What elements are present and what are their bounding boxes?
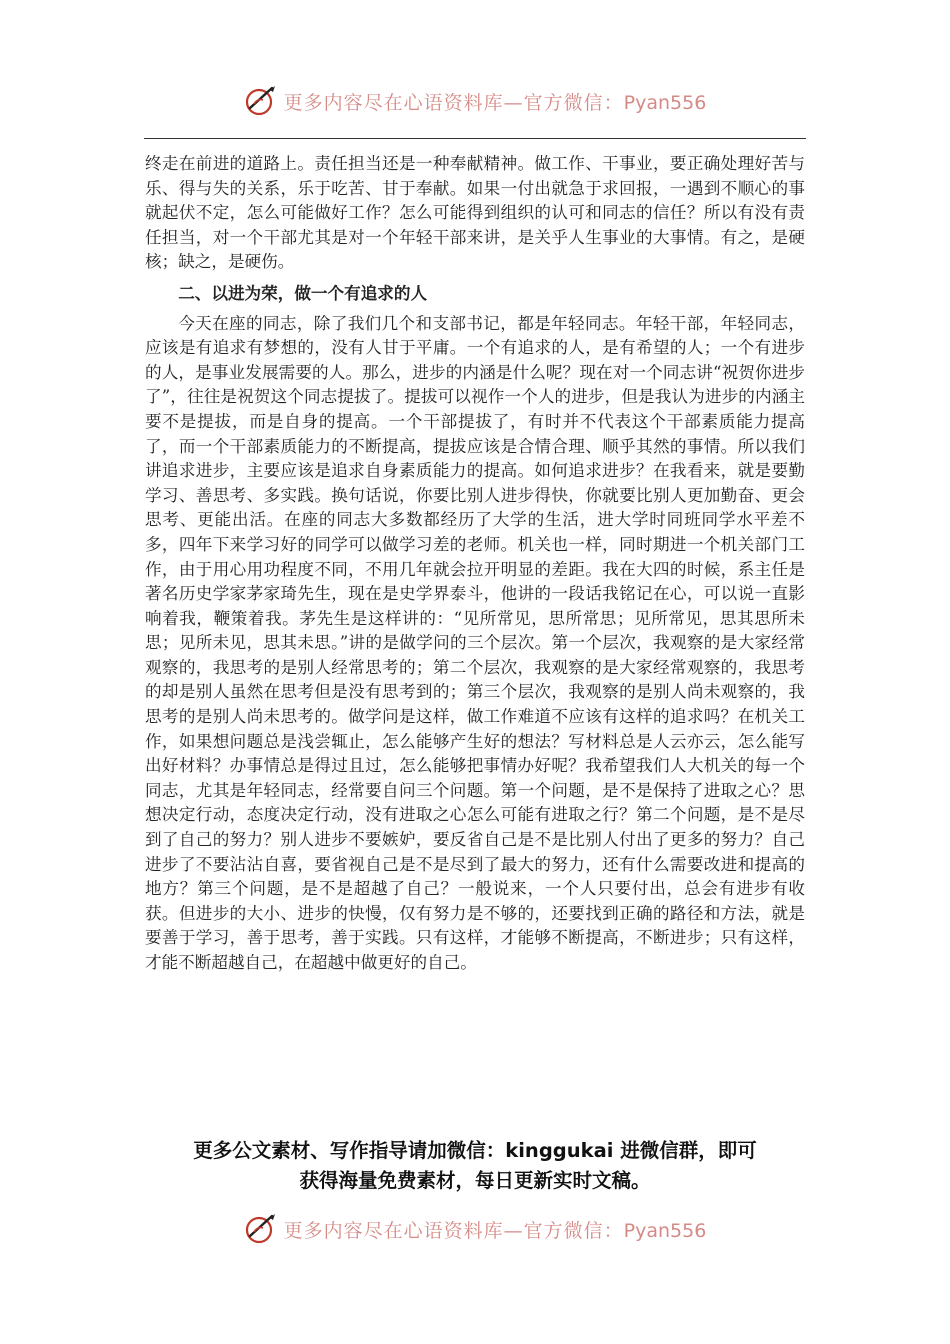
header-banner <box>0 84 950 118</box>
promo-line-1: 更多公文素材、写作指导请加微信：kinggukai 进微信群，即可 <box>193 1139 757 1162</box>
footer-banner-text: 更多内容尽在心语资料库—官方微信：Pyan556 <box>283 1219 707 1242</box>
paragraph-2: 今天在座的同志，除了我们几个和支部书记，都是年轻同志。年轻干部，年轻同志，应该是有追求有梦想的，没有人甘于平庸。一个有追求的人，是有希望的人；一个有进步的人，是事业发展需要的人。那么，进步的内涵是什么呢？现在对一个同志讲“祝贺你进步了”，往往是祝贺这个同志提拔了。提拔可以视作一个人的进步，但是我认为进步的内涵主要不是提拔，而是自身的提高。一个干部提拔了，有时并不代表这个干部素质能力提高了，而一个干部素质能力的不断提高，提拔应该是合情合理、顺乎其然的事情。所以我们讲追求进步，主要应该是追求自身素质能力的提高。如何追求进步？在我看来，就是要勤学习、善思考、多实践。换句话说，你要比别人进步得快，你就要比别人更加勤奋、更会思考、更能出活。在座的同志大多数都经历了大学的生活，进大学时同班同学水平差不多，四年下来学习好的同学可以做学习差的老师。机关也一样，同时期进一个机关部门工作，由于用心用功程度不同，不用几年就会拉开明显的差距。我在大四的时候，系主任是著名历史学家茅家琦先生，现在是史学界泰斗，他讲的一段话我铭记在心，可以说一直影响着我，鞭策着我。茅先生是这样讲的：“见所常见，思所常思；见所常见，思其思所未思；见所未见，思其未思。”讲的是做学问的三个层次。第一个层次，我观察的是大家经常观察的，我思考的是别人经常思考的；第二个层次，我观察的是大家经常观察的，我思考的却是别人虽然在思考但是没有思考到的；第三个层次，我观察的是别人尚未观察的，我思考的是别人尚未思考的。做学问是这样，做工作难道不应该有这样的追求吗？在机关工作，如果想问题总是浅尝辄止，怎么能够产生好的想法？写材料总是人云亦云，怎么能写出好材料？办事情总是得过且过，怎么能够把事情办好呢？我希望我们人大机关的每一个同志，尤其是年轻同志，经常要自问三个问题。第一个问题，是不是保持了进取之心？思想决定行动，态度决定行动，没有进取之心怎么可能有进取之行？第二个问题，是不是尽到了自己的努力？别人进步不要嫉妒，要反省自己是不是比别人付出了更多的努力？自己进步了不要沾沾自喜，要省视自己是不是尽到了最大的努力，还有什么需要改进和提高的地方？第三个问题，是不是超越了自己？一般说来，一个人只要付出，总会有进步有收获。但进步的大小、进步的快慢，仅有努力是不够的，还要找到正确的路径和方法，就是要善于学习，善于思考，善于实践。只有这样，才能够不断提高，不断进步；只有这样，才能不断超越自己，在超越中做更好的自己。 <box>145 313 805 972</box>
document-body <box>145 152 805 976</box>
header-rule <box>144 138 806 139</box>
footer-banner <box>0 1212 950 1246</box>
writing-hand-logo-icon <box>244 1212 278 1246</box>
footer-wechat-id: Pyan556 <box>623 1219 707 1242</box>
promo-line-2: 获得海量免费素材，每日更新实时文稿。 <box>299 1169 651 1192</box>
paragraph-1: 终走在前进的道路上。责任担当还是一种奉献精神。做工作、干事业，要正确处理好苦与乐、得与失的关系，乐于吃苦、甘于奉献。如果一付出就急于求回报，一遇到不顺心的事就起伏不定，怎么可能做好工作？怎么可能得到组织的认可和同志的信任？所以有没有责任担当，对一个干部尤其是对一个年轻干部来讲，是关乎人生事业的大事情。有之，是硬核；缺之，是硬伤。 <box>145 154 805 272</box>
header-wechat-id: Pyan556 <box>623 91 707 114</box>
section-heading-2: 二、以进为荣，做一个有追求的人 <box>178 282 428 303</box>
writing-hand-logo-icon <box>244 84 278 118</box>
promo-notice <box>0 1136 950 1196</box>
header-banner-text: 更多内容尽在心语资料库—官方微信：Pyan556 <box>283 91 707 114</box>
